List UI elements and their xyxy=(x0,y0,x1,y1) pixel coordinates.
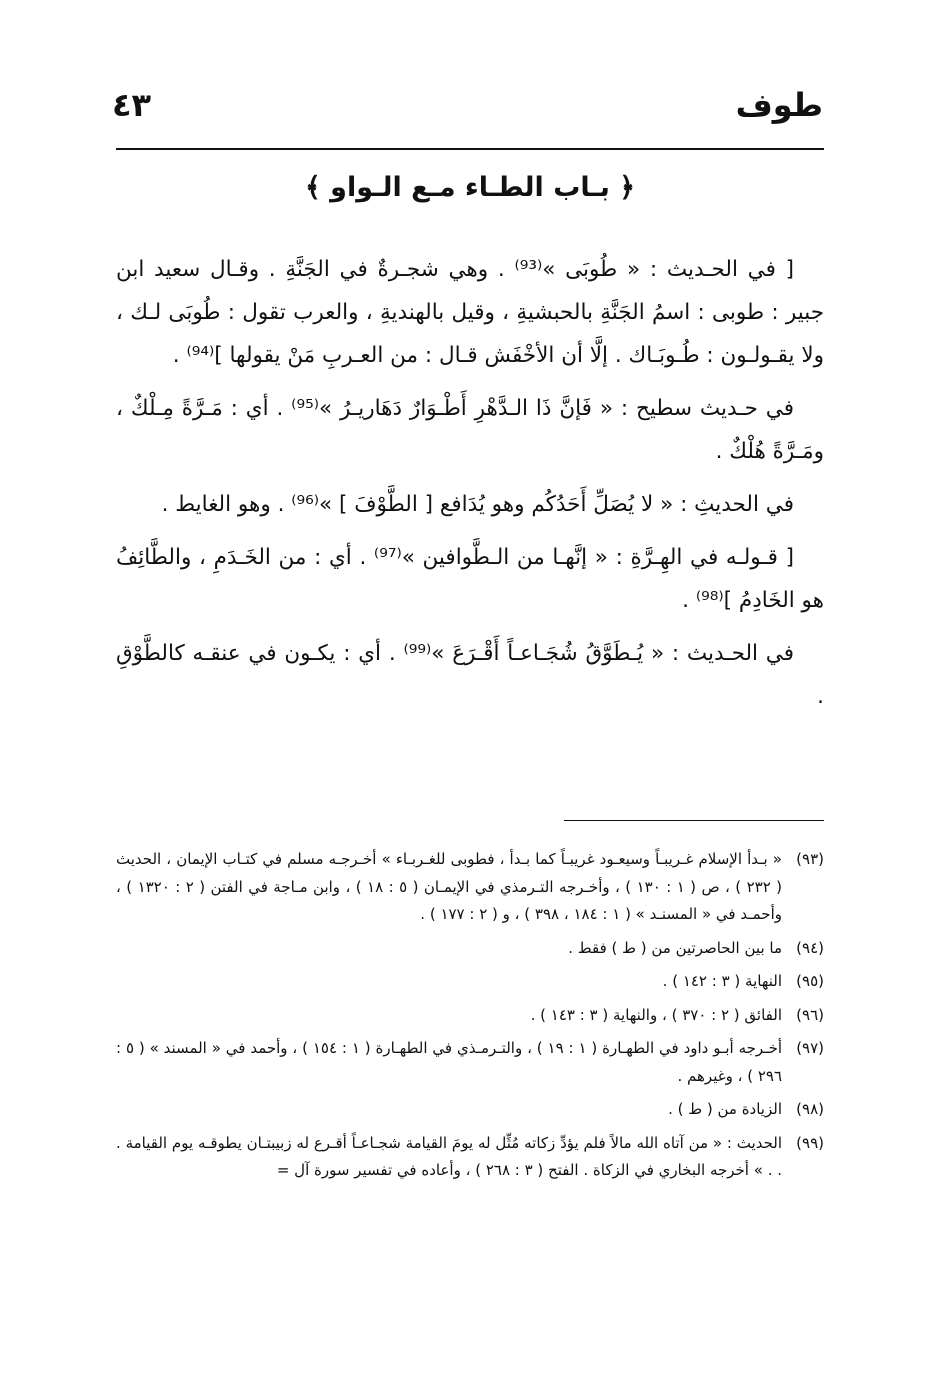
footnote-number: (٩٣) xyxy=(796,850,824,868)
footnote-number: (٩٤) xyxy=(796,938,824,957)
footnote-number: (٩٨) xyxy=(796,1100,824,1118)
root-word-heading: طوف xyxy=(735,86,823,124)
footnote-text: الفائق ( ٢ : ٣٧٠ ) ، والنهاية ( ٣ : ١٤٣ ) . xyxy=(530,1005,782,1024)
footnote-text: الحديث : « من آتاه الله مالاً فلم يؤدِّ زكاته مُثِّل له يومَ القيامة شجـاعـاً أقـرع له زبيبتـان يطوقـه يوم القيامة . . . » أخرجه البخاري في الزكاة . الفتح ( ٣ : ٢٦٨ ) ، وأعاده في تفسير سورة آل = xyxy=(116,1133,782,1179)
entry-tuba: [ في الحـديث : « طُوبَى »⁽⁹³⁾ . وهي شجـرةٌ في الجَنَّةِ . وقـال سعيد ابن جبير : طوبى : اسمُ الجَنَّةِ بالحبشيةِ ، وقيل بالهنديةِ ، والعرب تقول : طُوبَى لـك ، ولا يقـولـون : طُـوبَـاك . إلَّا أن الأخْفَش قـال : من العـربِ مَنْ يقولها ]⁽⁹⁴⁾ . xyxy=(116,257,824,368)
entry-yutawwaq: في الحـديث : « يُـطَوَّقُ شُجَـاعـاً أَقْـرَعَ »⁽⁹⁹⁾ . أي : يكـون في عنقـه كالطَّوْقِ . xyxy=(116,641,824,709)
footnote xyxy=(116,968,824,996)
footnote-text: « بـدأ الإسلام غـريبـاً وسيعـود غريبـاً كما بـدأ ، فطوبى للغـربـاء » أخـرجـه مسلم في كتـاب الإيمان ، الحديث ( ٢٣٢ ) ، ص ( ١ : ١٣٠ ) ، وأخـرجه التـرمذي في الإيمـان ( ٥ : ١٨ ) ، وابن مـاجة في الفتن ( ٢ : ١٣٢٠ ) ، وأحمـد في « المسنـد » ( ١ : ١٨٤ ، ٣٩٨ ) ، و ( ٢ : ١٧٧ ) . xyxy=(116,850,783,923)
footnotes xyxy=(116,846,824,1191)
footnote-text: ما بين الحاصرتين من ( ط ) فقط . xyxy=(568,938,782,957)
entry-tawwafin: [ قـولـه في الهِـرَّةِ : « إنَّهـا من الـطَّوافين »⁽⁹⁷⁾ . أي : من الخَـدَمِ ، والطَّائِفُ هو الخَادِمُ ]⁽⁹⁸⁾ . xyxy=(116,545,824,613)
footnote xyxy=(116,1096,824,1124)
entry-atwar: في حـديث سطيح : « فَإنَّ ذَا الـدَّهْرِ أَطْـوَارٌ دَهَاريـرُ »⁽⁹⁵⁾ . أي : مَـرَّةً مِـلْكٌ ، ومَـرَّةً هُلْكٌ . xyxy=(116,396,824,464)
footnote xyxy=(116,1035,824,1090)
footnote xyxy=(116,1130,824,1185)
footnote-number: (٩٩) xyxy=(796,1133,824,1152)
footnote-text: الزيادة من ( ط ) . xyxy=(668,1100,782,1118)
chapter-title: ﴿ بـاب الطـاء مـع الـواو ﴾ xyxy=(304,172,636,203)
footnote-rule xyxy=(564,820,824,821)
footnote-number: (٩٦) xyxy=(796,1005,824,1024)
footnote-number: (٩٥) xyxy=(796,972,824,990)
header-rule xyxy=(116,148,824,150)
page-number: ٤٣ xyxy=(112,86,152,124)
entry-tawf: في الحديثِ : « لا يُصَلِّ أَحَدُكُم وهو يُدَافع [ الطَّوْفَ ] »⁽⁹⁶⁾ . وهو الغايط . xyxy=(161,492,794,517)
footnote xyxy=(116,935,824,963)
footnote xyxy=(116,1002,824,1030)
footnote xyxy=(116,846,824,929)
footnote-number: (٩٧) xyxy=(796,1039,825,1057)
footnote-text: أخـرجه أبـو داود في الطهـارة ( ١ : ١٩ ) ، والتـرمـذي في الطهـارة ( ١ : ١٥٤ ) ، وأحمد في « المسند » ( ٥ : ٢٩٦ ) ، وغيرهم . xyxy=(116,1039,783,1085)
footnote-text: النهاية ( ٣ : ١٤٢ ) . xyxy=(662,972,782,990)
dictionary-entries xyxy=(116,248,824,728)
